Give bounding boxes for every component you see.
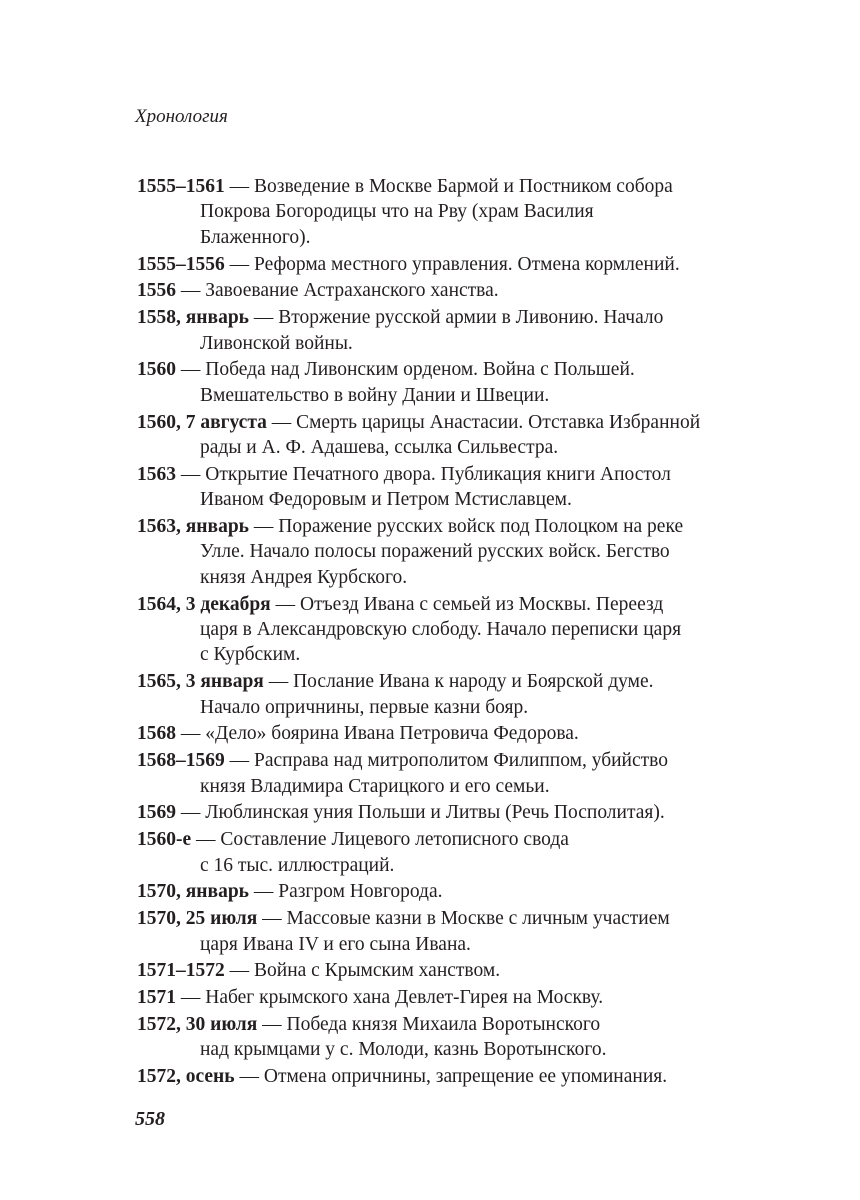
entry-continuation-line: [137, 642, 767, 667]
entry-text: Массовые казни в Москве с личным участием: [286, 908, 670, 930]
entry-text: Победа князя Михаила Воротынского: [286, 1014, 601, 1036]
entry-text: Набег крымского хана Девлет-Гирея на Москву.: [205, 987, 604, 1009]
entry-text: Война с Крымским ханством.: [254, 960, 501, 982]
chronology-entry: [137, 1064, 767, 1089]
entry-date: 1560: [137, 359, 176, 381]
entry-text: Возведение в Москве Бармой и Постником собора: [254, 176, 673, 197]
entry-text: царя в Александровскую слободу. Начало переписки царя: [200, 619, 682, 641]
chronology-entry: [137, 827, 767, 878]
entry-first-line: 1560-е — Составление Лицевого летописного свода: [137, 829, 569, 851]
entry-continuation-line: [137, 695, 767, 720]
entry-text: Смерть царицы Анастасии. Отставка Избранной: [296, 411, 701, 433]
chronology-entry: [137, 906, 767, 957]
entry-first-line: 1555–1561 — Возведение в Москве Бармой и Постником собора: [137, 176, 673, 197]
entry-continuation-line: [137, 932, 767, 957]
entry-continuation-line: [137, 774, 767, 799]
entry-text: с 16 тыс. иллюстраций.: [200, 854, 395, 876]
entry-text: Послание Ивана к народу и Боярской думе.: [293, 671, 654, 693]
entry-text: Вторжение русской армии в Ливонию. Начало: [278, 307, 664, 329]
chronology-entry: [137, 985, 767, 1010]
entry-text: Начало опричнины, первые казни бояр.: [200, 696, 529, 718]
entry-first-line: 1563, январь — Поражение русских войск под Полоцком на реке: [137, 516, 684, 538]
entry-first-line: 1570, 25 июля — Массовые казни в Москве с личным участием: [137, 908, 670, 930]
entry-first-line: 1565, 3 января — Послание Ивана к народу и Боярской думе.: [137, 671, 654, 693]
page-number: 558: [135, 1108, 165, 1130]
entry-first-line: 1568 — «Дело» боярина Ивана Петровича Федорова.: [137, 723, 579, 745]
running-head: Хронология: [135, 106, 228, 127]
entry-continuation-line: [137, 853, 767, 878]
entry-date: 1570, 25 июля: [137, 908, 258, 930]
chronology-entry: [137, 305, 767, 356]
entry-continuation-line: [137, 487, 767, 512]
entry-text: Разгром Новгорода.: [278, 881, 443, 903]
entry-text: с Курбским.: [200, 644, 301, 666]
entry-date: 1572, 30 июля: [137, 1014, 258, 1036]
entry-first-line: 1564, 3 декабря — Отъезд Ивана с семьей из Москвы. Переезд: [137, 593, 664, 615]
entry-continuation-line: [137, 565, 767, 590]
chronology-entry: [137, 748, 767, 799]
chronology-entry: [137, 958, 767, 983]
chronology-entry: [137, 357, 767, 408]
entry-date: 1560, 7 августа: [137, 411, 267, 433]
chronology-list: [137, 174, 767, 1091]
entry-continuation-line: [137, 331, 767, 356]
entry-first-line: 1568–1569 — Расправа над митрополитом Филиппом, убийство: [137, 750, 668, 772]
entry-text: Открытие Печатного двора. Публикация книги Апостол: [205, 463, 671, 485]
entry-text: Отмена опричнины, запрещение ее упоминания.: [263, 1066, 668, 1088]
entry-date: 1571–1572: [137, 960, 225, 982]
chronology-entry: [137, 669, 767, 720]
chronology-entry: [137, 174, 767, 250]
entry-text: над крымцами у с. Молоди, казнь Воротынского.: [200, 1039, 607, 1061]
entry-date: 1569: [137, 802, 176, 824]
entry-continuation-line: [137, 539, 767, 564]
entry-continuation-line: [137, 383, 767, 408]
entry-first-line: 1572, осень — Отмена опричнины, запрещение ее упоминания.: [137, 1066, 668, 1088]
entry-first-line: 1558, январь — Вторжение русской армии в Ливонию. Начало: [137, 307, 664, 329]
entry-text: Составление Лицевого летописного свода: [220, 829, 569, 851]
entry-date: 1571: [137, 987, 176, 1009]
entry-text: Расправа над митрополитом Филиппом, убийство: [254, 750, 668, 772]
entry-text: Иваном Федоровым и Петром Мстиславцем.: [200, 489, 572, 511]
entry-text: Завоевание Астраханского ханства.: [205, 280, 499, 302]
entry-text: рады и А. Ф. Адашева, ссылка Сильвестра.: [200, 437, 559, 459]
entry-first-line: 1555–1556 — Реформа местного управления. Отмена кормлений.: [137, 253, 680, 275]
entry-text: Блаженного).: [200, 226, 311, 248]
entry-continuation-line: [137, 617, 767, 642]
entry-continuation-line: [137, 225, 767, 250]
chronology-entry: [137, 800, 767, 825]
entry-date: 1565, 3 января: [137, 671, 264, 693]
entry-date: 1572, осень: [137, 1066, 235, 1088]
entry-date: 1570, январь: [137, 881, 249, 903]
entry-date: 1568–1569: [137, 750, 225, 772]
chronology-entry: [137, 410, 767, 461]
entry-text: Ливонской войны.: [200, 332, 353, 354]
entry-date: 1556: [137, 280, 176, 302]
entry-text: «Дело» боярина Ивана Петровича Федорова.: [205, 723, 579, 745]
chronology-entry: [137, 1012, 767, 1063]
chronology-entry: [137, 721, 767, 746]
entry-first-line: 1569 — Люблинская уния Польши и Литвы (Речь Посполитая).: [137, 802, 665, 824]
entry-date: 1555–1561: [137, 176, 225, 197]
chronology-entry: [137, 278, 767, 303]
entry-text: Улле. Начало полосы поражений русских войск. Бегство: [200, 541, 670, 563]
entry-first-line: 1570, январь — Разгром Новгорода.: [137, 881, 443, 903]
entry-continuation-line: [137, 1037, 767, 1062]
entry-text: князя Андрея Курбского.: [200, 566, 408, 588]
entry-date: 1558, январь: [137, 307, 249, 329]
chronology-entry: [137, 252, 767, 277]
entry-text: князя Владимира Старицкого и его семьи.: [200, 775, 550, 797]
entry-text: Люблинская уния Польши и Литвы (Речь Посполитая).: [205, 802, 665, 824]
chronology-entry: [137, 514, 767, 590]
entry-first-line: 1560 — Победа над Ливонским орденом. Война с Польшей.: [137, 359, 635, 381]
entry-date: 1568: [137, 723, 176, 745]
entry-first-line: 1571–1572 — Война с Крымским ханством.: [137, 960, 501, 982]
entry-date: 1564, 3 декабря: [137, 593, 271, 615]
entry-text: царя Ивана IV и его сына Ивана.: [200, 933, 471, 955]
chronology-entry: [137, 462, 767, 513]
entry-text: Поражение русских войск под Полоцком на реке: [278, 516, 684, 538]
entry-date: 1555–1556: [137, 253, 225, 275]
chronology-entry: [137, 592, 767, 668]
entry-date: 1563, январь: [137, 516, 249, 538]
entry-continuation-line: [137, 435, 767, 460]
chronology-entry: [137, 879, 767, 904]
entry-first-line: 1572, 30 июля — Победа князя Михаила Воротынского: [137, 1014, 601, 1036]
entry-text: Вмешательство в войну Дании и Швеции.: [200, 384, 550, 406]
entry-date: 1563: [137, 463, 176, 485]
entry-text: Реформа местного управления. Отмена кормлений.: [254, 253, 680, 275]
entry-text: Победа над Ливонским орденом. Война с Польшей.: [205, 359, 635, 381]
entry-continuation-line: [137, 199, 767, 224]
entry-first-line: 1560, 7 августа — Смерть царицы Анастасии. Отставка Избранной: [137, 411, 701, 433]
entry-first-line: 1556 — Завоевание Астраханского ханства.: [137, 280, 499, 302]
entry-text: Отъезд Ивана с семьей из Москвы. Переезд: [299, 593, 664, 615]
entry-text: Покрова Богородицы что на Рву (храм Василия: [200, 201, 594, 223]
entry-date: 1560-е: [137, 829, 192, 851]
entry-first-line: 1563 — Открытие Печатного двора. Публикация книги Апостол: [137, 463, 671, 485]
entry-first-line: 1571 — Набег крымского хана Девлет-Гирея на Москву.: [137, 987, 604, 1009]
